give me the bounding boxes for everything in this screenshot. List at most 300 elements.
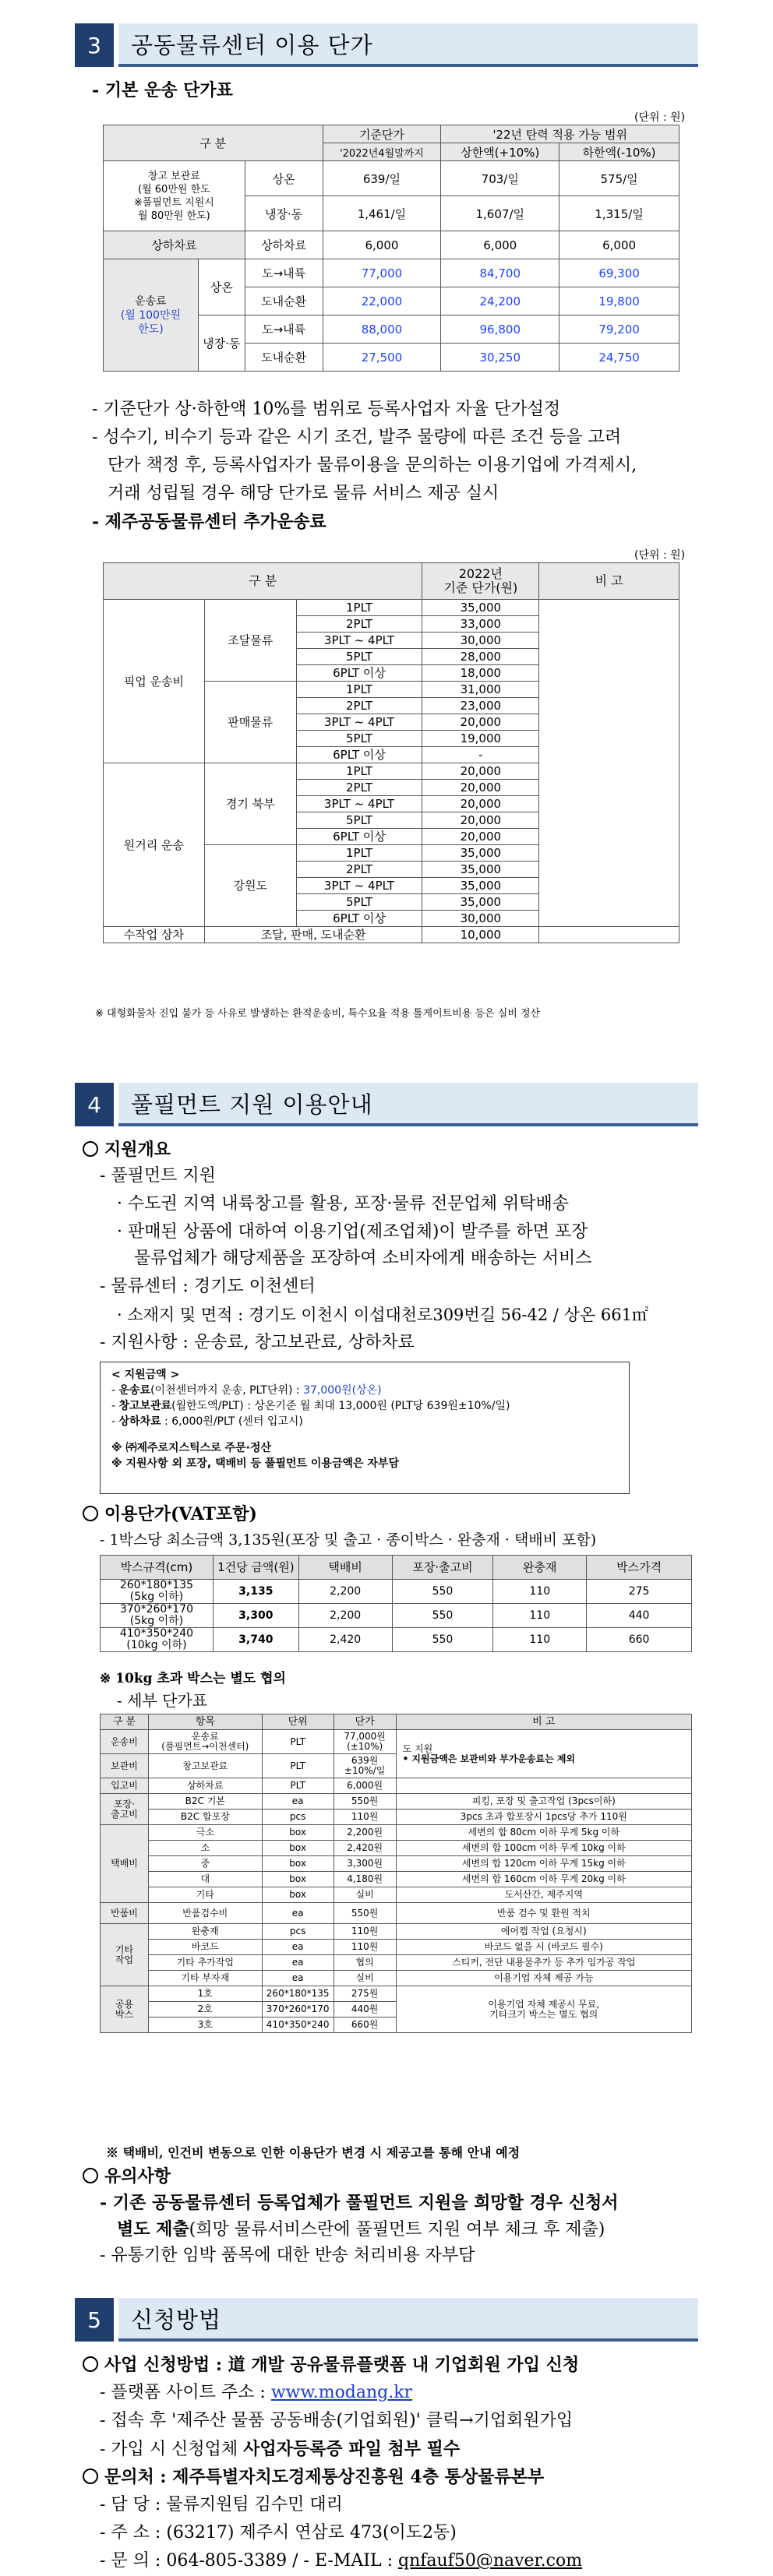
note-change: ※ 택배비, 인건비 변동으로 인한 이용단가 변경 시 제공고를 통해 안내 예정 bbox=[106, 2145, 521, 2160]
cell: 260*180*135 bbox=[262, 1986, 334, 2002]
caution-1a: - 기존 공동물류센터 등록업체가 풀필먼트 지원을 희망할 경우 신청서 bbox=[100, 2193, 619, 2213]
storage-label-1: 창고 보관료 bbox=[147, 170, 200, 182]
table-row bbox=[101, 1730, 692, 1754]
cell: 84,700 bbox=[441, 259, 559, 287]
box-title: < 지원금액 > bbox=[111, 1369, 180, 1381]
cell-line: 박스 bbox=[115, 2008, 134, 2020]
cell: 2,200 bbox=[298, 1580, 392, 1604]
last-label: 수작업 상차 bbox=[104, 927, 205, 943]
cell: 3,135 bbox=[213, 1580, 298, 1604]
section-number: 5 bbox=[75, 2298, 114, 2342]
plt-qty: 5PLT bbox=[296, 812, 422, 829]
plt-qty: 5PLT bbox=[296, 894, 422, 911]
cell: 2,420원 bbox=[334, 1841, 396, 1856]
th-base2: '2022년4월말까지 bbox=[323, 143, 441, 161]
cell: 소 bbox=[148, 1841, 262, 1856]
cell: 2,200원 bbox=[334, 1825, 396, 1841]
price: 20,000 bbox=[422, 829, 539, 845]
cell: 중 bbox=[148, 1856, 262, 1872]
caution-1b-line bbox=[117, 2217, 605, 2243]
bullet-2a: - 성수기, 비수기 등과 같은 시기 조건, 발주 물량에 따른 조건 등을 고려 bbox=[92, 428, 622, 447]
cell: box bbox=[262, 1856, 334, 1872]
apply-line-2: - 접속 후 '제주산 물품 공동배송(기업회원)' 클릭→기업회원가입 bbox=[100, 2411, 574, 2430]
cell: 세변의 합 120cm 이하 무게 15kg 이하 bbox=[396, 1856, 691, 1872]
group-label: 택배비 bbox=[101, 1825, 149, 1903]
price: 30,000 bbox=[422, 633, 539, 649]
table-row bbox=[101, 1825, 692, 1841]
unit-label: (단위 : 원) bbox=[634, 111, 686, 124]
cell: 스티커, 전단 내용물추가 등 추가 임가공 작업 bbox=[396, 1955, 691, 1971]
cell: 703/일 bbox=[441, 161, 559, 196]
price: 28,000 bbox=[422, 649, 539, 665]
cell: box bbox=[262, 1872, 334, 1887]
caution-1b: 별도 제출 bbox=[117, 2219, 189, 2239]
plt-qty: 2PLT bbox=[296, 616, 422, 633]
th-down: 하한액(-10%) bbox=[559, 143, 679, 161]
plt-qty: 3PLT ~ 4PLT bbox=[296, 878, 422, 894]
heading-overview-text: 지원개요 bbox=[104, 1140, 171, 1160]
cell: 30,250 bbox=[441, 344, 559, 372]
min-price-line: - 1박스당 최소금액 3,135원(포장 및 출고 · 종이박스 · 완충재 · 택배비 포함) bbox=[100, 1531, 597, 1549]
cell: 3pcs 초과 합포장시 1pcs당 추가 110원 bbox=[396, 1810, 691, 1825]
price: 35,000 bbox=[422, 894, 539, 911]
apply-line-1 bbox=[100, 2380, 412, 2405]
group-label: 반품비 bbox=[101, 1903, 149, 1924]
price: 20,000 bbox=[422, 796, 539, 812]
th-base: 기준단가 bbox=[323, 125, 441, 143]
bullet-2b: 단가 책정 후, 등록사업자가 물류이용을 문의하는 이용기업에 가격제시, bbox=[108, 456, 637, 475]
cell: PLT bbox=[262, 1778, 334, 1794]
cell-line: 기타 bbox=[115, 1943, 134, 1955]
price: 20,000 bbox=[422, 763, 539, 780]
price: 35,000 bbox=[422, 845, 539, 862]
heading-contact bbox=[83, 2465, 544, 2490]
table-row bbox=[101, 1604, 692, 1628]
cell: 660 bbox=[587, 1628, 692, 1652]
cell: B2C 기본 bbox=[148, 1794, 262, 1810]
table-row bbox=[101, 1841, 692, 1856]
price: 18,000 bbox=[422, 665, 539, 682]
cell: 3,740 bbox=[213, 1628, 298, 1652]
footnote-extra: ※ 대형화물차 진입 불가 등 사유로 발생하는 환적운송비, 특수요율 적용 톨게이트비용 등은 실비 정산 bbox=[95, 1008, 541, 1020]
cell: 피킹, 포장 및 출고작업 (3pcs이하) bbox=[396, 1794, 691, 1810]
price: 20,000 bbox=[422, 812, 539, 829]
cell: 2,420 bbox=[298, 1628, 392, 1652]
cell: ea bbox=[262, 1971, 334, 1986]
cell bbox=[334, 1754, 396, 1778]
section-title: 풀필먼트 지원 이용안내 bbox=[118, 1083, 698, 1126]
group-label: 보관비 bbox=[101, 1754, 149, 1778]
th-price bbox=[422, 563, 539, 600]
table-row bbox=[101, 1971, 692, 1986]
box-val-highlight: 37,000원(상온) bbox=[303, 1384, 382, 1397]
subheading-basic-rate: - 기본 운송 단가표 bbox=[92, 80, 233, 100]
box-size bbox=[101, 1580, 214, 1604]
th-gubun: 구 분 bbox=[104, 125, 323, 161]
cell-line: 공용 bbox=[115, 1998, 134, 2010]
cell: 27,500 bbox=[323, 344, 441, 372]
box-dim: 370*260*170 bbox=[119, 1603, 194, 1616]
th: 박스규격(cm) bbox=[101, 1556, 214, 1580]
subgroup-label: 조달물류 bbox=[204, 600, 296, 682]
line: · 판매된 상품에 대하여 이용기업(제조업체)이 발주를 하면 포장 bbox=[117, 1222, 588, 1242]
table-row bbox=[101, 1580, 692, 1604]
th: 박스가격 bbox=[587, 1556, 692, 1580]
group-label: 원거리 운송 bbox=[104, 763, 205, 927]
box-val: (월한도액/PLT) : 상온기준 월 최대 13,000원 (PLT당 639원±10%/일) bbox=[171, 1400, 510, 1412]
plt-qty: 3PLT ~ 4PLT bbox=[296, 714, 422, 731]
box-weight: (10kg 이하) bbox=[126, 1639, 187, 1651]
box-line-1: - 운송료(이천센터까지 운송, PLT단위) : 37,000원(상온) bbox=[111, 1384, 382, 1397]
cell: 대 bbox=[148, 1872, 262, 1887]
bullet-2c: 거래 성립될 경우 해당 단가로 물류 서비스 제공 실시 bbox=[108, 484, 499, 503]
line: 물류업체가 해당제품을 포장하여 소비자에게 배송하는 서비스 bbox=[134, 1249, 592, 1268]
price: 20,000 bbox=[422, 714, 539, 731]
cell: 79,200 bbox=[559, 315, 679, 344]
storage-label-4: 월 80만원 한도) bbox=[138, 210, 210, 222]
box-line-3: - 상하차료 : 6,000원/PLT (센터 입고시) bbox=[111, 1415, 303, 1428]
cell bbox=[148, 1730, 262, 1754]
circle-bullet-icon bbox=[83, 2168, 98, 2183]
cell: 4,180원 bbox=[334, 1872, 396, 1887]
cell: 6,000 bbox=[559, 231, 679, 259]
cell: 24,750 bbox=[559, 344, 679, 372]
th: 단위 bbox=[262, 1714, 334, 1730]
platform-link[interactable]: www.modang.kr bbox=[270, 2383, 413, 2402]
cell: 639/일 bbox=[323, 161, 441, 196]
cell: 440 bbox=[587, 1604, 692, 1628]
th-price-1: 2022년 bbox=[458, 566, 503, 581]
th-note: 비 고 bbox=[539, 563, 679, 600]
cell: 협의 bbox=[334, 1955, 396, 1971]
cell: 550원 bbox=[334, 1903, 396, 1924]
cell: box bbox=[262, 1887, 334, 1903]
line: - 풀필먼트 지원 bbox=[100, 1166, 216, 1186]
cell: pcs bbox=[262, 1810, 334, 1825]
detail-price-table bbox=[100, 1714, 692, 2033]
ship-label-2: (월 100만원 bbox=[120, 308, 182, 322]
cell: 110 bbox=[493, 1604, 587, 1628]
table-row bbox=[101, 1903, 692, 1924]
cell: 기타 bbox=[148, 1887, 262, 1903]
last-sub: 조달, 판매, 도내순환 bbox=[204, 927, 422, 943]
contact-3-label: - 문 의 : 064-805-3389 / - E-MAIL : bbox=[100, 2551, 398, 2571]
cell-line: 출고비 bbox=[111, 1808, 138, 1820]
cell: 24,200 bbox=[441, 287, 559, 315]
heading-price-text: 이용단가(VAT포함) bbox=[104, 1504, 257, 1524]
heading-caution-text: 유의사항 bbox=[104, 2166, 171, 2187]
table-row bbox=[101, 1714, 692, 1730]
ship-label-3: 한도) bbox=[138, 322, 164, 336]
note-cell bbox=[539, 600, 679, 927]
cell: 6,000 bbox=[323, 231, 441, 259]
cell: 3,300원 bbox=[334, 1856, 396, 1872]
cell: 실비 bbox=[334, 1971, 396, 1986]
cell: ea bbox=[262, 1794, 334, 1810]
line: · 수도권 지역 내륙창고를 활용, 포장·물류 전문업체 위탁배송 bbox=[117, 1194, 569, 1214]
cell: 2호 bbox=[148, 2002, 262, 2017]
section-5-header bbox=[75, 2298, 698, 2342]
cell: 2,200 bbox=[298, 1604, 392, 1628]
box-weight: (5kg 이하) bbox=[129, 1615, 184, 1627]
plt-qty: 6PLT 이상 bbox=[296, 911, 422, 927]
box-spacer bbox=[111, 1429, 618, 1440]
th: 택배비 bbox=[298, 1556, 392, 1580]
heading-apply-text: 사업 신청방법 : 道 개발 공유물류플랫폼 내 기업회원 가입 신청 bbox=[104, 2355, 580, 2375]
box-weight: (5kg 이하) bbox=[129, 1591, 184, 1603]
price: 20,000 bbox=[422, 780, 539, 796]
th-price-2: 기준 단가(원) bbox=[443, 580, 518, 595]
note-line: 도 지원 bbox=[402, 1743, 433, 1754]
section-title: 신청방법 bbox=[118, 2298, 698, 2342]
th: 비 고 bbox=[396, 1714, 691, 1730]
support-note bbox=[396, 1730, 691, 1778]
contact-3 bbox=[100, 2549, 582, 2574]
cell: 110원 bbox=[334, 1940, 396, 1955]
cell: 에어캡 작업 (요청시) bbox=[396, 1924, 691, 1940]
price: 30,000 bbox=[422, 911, 539, 927]
cell: 창고보관료 bbox=[148, 1754, 262, 1778]
cell: 410*350*240 bbox=[262, 2017, 334, 2033]
cell: 반품 검수 및 환원 적치 bbox=[396, 1903, 691, 1924]
cell: pcs bbox=[262, 1924, 334, 1940]
cell: 550원 bbox=[334, 1794, 396, 1810]
cell-line: (풀필먼트→이천센터) bbox=[161, 1741, 249, 1752]
cell: 110원 bbox=[334, 1924, 396, 1940]
cell: 바코드 없을 시 (바코드 필수) bbox=[396, 1940, 691, 1955]
cell: 96,800 bbox=[441, 315, 559, 344]
extra-rate-table bbox=[103, 562, 679, 943]
last-note bbox=[539, 927, 679, 943]
section-number: 3 bbox=[75, 23, 114, 67]
detail-price-body bbox=[101, 1714, 692, 2033]
cell: 3호 bbox=[148, 2017, 262, 2033]
cell: 바코드 bbox=[148, 1940, 262, 1955]
box-size bbox=[101, 1604, 214, 1628]
support-amount-box bbox=[100, 1362, 630, 1494]
th: 단가 bbox=[334, 1714, 396, 1730]
plt-qty: 2PLT bbox=[296, 862, 422, 878]
cell: 550 bbox=[392, 1628, 493, 1652]
box-key: 창고보관료 bbox=[118, 1400, 172, 1412]
cell: 세변의 합 80cm 이하 무게 5kg 이하 bbox=[396, 1825, 691, 1841]
cell: 도서산간, 제주지역 bbox=[396, 1887, 691, 1903]
cell: 1호 bbox=[148, 1986, 262, 2002]
cell: B2C 합포장 bbox=[148, 1810, 262, 1825]
cell: 19,800 bbox=[559, 287, 679, 315]
heading-apply bbox=[83, 2352, 579, 2377]
cell: PLT bbox=[262, 1754, 334, 1778]
cell: 660원 bbox=[334, 2017, 396, 2033]
box-key: 상하차료 bbox=[118, 1415, 161, 1428]
plt-qty: 1PLT bbox=[296, 845, 422, 862]
heading-price bbox=[83, 1502, 257, 1527]
route-1: 도→내륙 bbox=[245, 315, 323, 344]
cell: 반품검수비 bbox=[148, 1903, 262, 1924]
cell-line: 이용기업 자체 제공시 무료, bbox=[488, 1998, 600, 2010]
cell: 3,300 bbox=[213, 1604, 298, 1628]
th: 구 분 bbox=[101, 1714, 149, 1730]
cell: 69,300 bbox=[559, 259, 679, 287]
cell bbox=[334, 1730, 396, 1754]
apply-line-1-label: - 플랫폼 사이트 주소 : bbox=[100, 2383, 271, 2402]
table-row bbox=[101, 1778, 692, 1794]
table-row bbox=[104, 600, 679, 616]
th: 1건당 금액(원) bbox=[213, 1556, 298, 1580]
extra-rate-body bbox=[104, 600, 679, 927]
box-val: (이천센터까지 운송, PLT단위) : bbox=[150, 1384, 304, 1397]
table-row bbox=[101, 1856, 692, 1872]
table-row bbox=[101, 1924, 692, 1940]
last-val: 10,000 bbox=[422, 927, 539, 943]
th: 완충재 bbox=[493, 1556, 587, 1580]
plt-qty: 2PLT bbox=[296, 780, 422, 796]
cell-line: 기타크기 박스는 별도 협의 bbox=[489, 2008, 598, 2020]
contact-2: - 주 소 : (63217) 제주시 연삼로 473(이도2동) bbox=[100, 2523, 457, 2543]
section-title: 공동물류센터 이용 단가 bbox=[118, 23, 698, 67]
circle-bullet-icon bbox=[83, 2469, 98, 2484]
box-size bbox=[101, 1628, 214, 1652]
plt-qty: 3PLT ~ 4PLT bbox=[296, 633, 422, 649]
table-row bbox=[101, 1794, 692, 1810]
plt-qty: 5PLT bbox=[296, 649, 422, 665]
cell: box bbox=[262, 1825, 334, 1841]
section-3-header bbox=[75, 23, 698, 67]
apply-line-3-bold: 사업자등록증 파일 첨부 필수 bbox=[243, 2439, 461, 2459]
cell: 세변의 합 160cm 이하 무게 20kg 이하 bbox=[396, 1872, 691, 1887]
caution-2: - 유통기한 임박 품목에 대한 반송 처리비용 자부담 bbox=[100, 2246, 475, 2265]
cell: 77,000 bbox=[323, 259, 441, 287]
heading-contact-text: 문의처 : 제주특별자치도경제통상진흥원 4층 통상물류본부 bbox=[104, 2467, 545, 2487]
empty-cell bbox=[396, 1778, 691, 1794]
price: 23,000 bbox=[422, 698, 539, 714]
price: 35,000 bbox=[422, 600, 539, 616]
group-label bbox=[101, 1986, 149, 2033]
box-line-4: ※ ㈜제주로지스틱스로 주문·정산 bbox=[111, 1442, 271, 1454]
cell: 550 bbox=[392, 1580, 493, 1604]
route-2: 도내순환 bbox=[245, 344, 323, 372]
plt-qty: 2PLT bbox=[296, 698, 422, 714]
note-line: • 지원금액은 보관비와 부가운송료는 제외 bbox=[402, 1753, 576, 1764]
apply-line-3-label: - 가입 시 신청업체 bbox=[100, 2440, 244, 2459]
cell: 6,000원 bbox=[334, 1778, 396, 1794]
cell: 370*260*170 bbox=[262, 2002, 334, 2017]
cell: 완충재 bbox=[148, 1924, 262, 1940]
cell: 275원 bbox=[334, 1986, 396, 2002]
cell-line: 포장· bbox=[113, 1798, 135, 1810]
table-row bbox=[101, 1955, 692, 1971]
storage-room: 상온 bbox=[245, 161, 323, 196]
price: 35,000 bbox=[422, 878, 539, 894]
storage-label-2: (월 60만원 한도 bbox=[138, 183, 210, 196]
ship-room: 상온 bbox=[198, 259, 245, 315]
group-label: 픽업 운송비 bbox=[104, 600, 205, 763]
table-row bbox=[101, 1986, 692, 2002]
cell-line: 운송료 bbox=[191, 1731, 219, 1742]
circle-bullet-icon bbox=[83, 1506, 98, 1521]
cell: 1,607/일 bbox=[441, 196, 559, 231]
table-row bbox=[101, 1810, 692, 1825]
storage-label-3: ※풀필먼트 지원시 bbox=[133, 196, 214, 209]
heading-overview bbox=[83, 1137, 171, 1162]
price: 33,000 bbox=[422, 616, 539, 633]
cell: 실비 bbox=[334, 1887, 396, 1903]
th: 항목 bbox=[148, 1714, 262, 1730]
cell: 575/일 bbox=[559, 161, 679, 196]
th-up: 상한액(+10%) bbox=[441, 143, 559, 161]
cell: 110 bbox=[493, 1628, 587, 1652]
cell: 1,461/일 bbox=[323, 196, 441, 231]
cell: 275 bbox=[587, 1580, 692, 1604]
unit-label-2: (단위 : 원) bbox=[634, 549, 686, 562]
line: - 지원사항 : 운송료, 창고보관료, 상하차료 bbox=[100, 1333, 415, 1352]
load-label: 상하차료 bbox=[104, 231, 245, 259]
cell: 기타 부자재 bbox=[148, 1971, 262, 1986]
box-dim: 410*350*240 bbox=[119, 1627, 194, 1640]
table-row bbox=[101, 1887, 692, 1903]
box-key: 운송료 bbox=[118, 1384, 151, 1397]
caution-1c: (희망 물류서비스란에 풀필먼트 지원 여부 체크 후 제출) bbox=[189, 2220, 605, 2239]
note-10kg: ※ 10kg 초과 박스는 별도 협의 bbox=[100, 1671, 286, 1686]
table-row bbox=[101, 1940, 692, 1955]
price: 31,000 bbox=[422, 682, 539, 698]
cell: PLT bbox=[262, 1730, 334, 1754]
subgroup-label: 강원도 bbox=[204, 845, 296, 927]
cell: 550 bbox=[392, 1604, 493, 1628]
subgroup-label: 경기 북부 bbox=[204, 763, 296, 845]
ship-cold: 냉장·동 bbox=[198, 315, 245, 372]
cell: 6,000 bbox=[441, 231, 559, 259]
box-line-2: - 창고보관료(월한도액/PLT) : 상온기준 월 최대 13,000원 (PLT당 639원±10%/일) bbox=[111, 1400, 510, 1412]
route-1: 도→내륙 bbox=[245, 259, 323, 287]
cell-line: 639원 bbox=[351, 1755, 379, 1766]
plt-qty: 6PLT 이상 bbox=[296, 747, 422, 763]
apply-line-3 bbox=[100, 2437, 460, 2462]
subgroup-label: 판매물류 bbox=[204, 682, 296, 763]
basic-rate-table bbox=[103, 125, 679, 372]
ship-label bbox=[104, 259, 199, 372]
section-4-header bbox=[75, 1083, 698, 1126]
plt-qty: 6PLT 이상 bbox=[296, 829, 422, 845]
cell: 극소 bbox=[148, 1825, 262, 1841]
storage-label bbox=[104, 161, 245, 231]
cell: 110원 bbox=[334, 1810, 396, 1825]
plt-qty: 1PLT bbox=[296, 600, 422, 616]
th-gubun: 구 분 bbox=[104, 563, 422, 600]
table-row bbox=[101, 1872, 692, 1887]
cell-line: 77,000원 bbox=[344, 1731, 386, 1742]
contact-1: - 담 당 : 물류지원팀 김수민 대리 bbox=[100, 2495, 343, 2514]
price: 35,000 bbox=[422, 862, 539, 878]
box-price-table bbox=[100, 1555, 692, 1652]
cell: ea bbox=[262, 1903, 334, 1924]
cell: 88,000 bbox=[323, 315, 441, 344]
detail-price-heading: - 세부 단가표 bbox=[117, 1691, 208, 1710]
cell-line: ±10%/일 bbox=[344, 1765, 386, 1776]
plt-qty: 5PLT bbox=[296, 731, 422, 747]
cell: 1,315/일 bbox=[559, 196, 679, 231]
cell-line: 작업 bbox=[115, 1954, 134, 1965]
ship-label-1: 운송료 bbox=[135, 294, 167, 308]
cell: 기타 추가작업 bbox=[148, 1955, 262, 1971]
email-link[interactable]: qnfauf50@naver.com bbox=[398, 2551, 583, 2571]
route-2: 도내순환 bbox=[245, 287, 323, 315]
cell: 22,000 bbox=[323, 287, 441, 315]
cell: 세변의 합 100cm 이하 무게 10kg 이하 bbox=[396, 1841, 691, 1856]
cell: 110 bbox=[493, 1580, 587, 1604]
table-row bbox=[101, 1628, 692, 1652]
plt-qty: 3PLT ~ 4PLT bbox=[296, 796, 422, 812]
